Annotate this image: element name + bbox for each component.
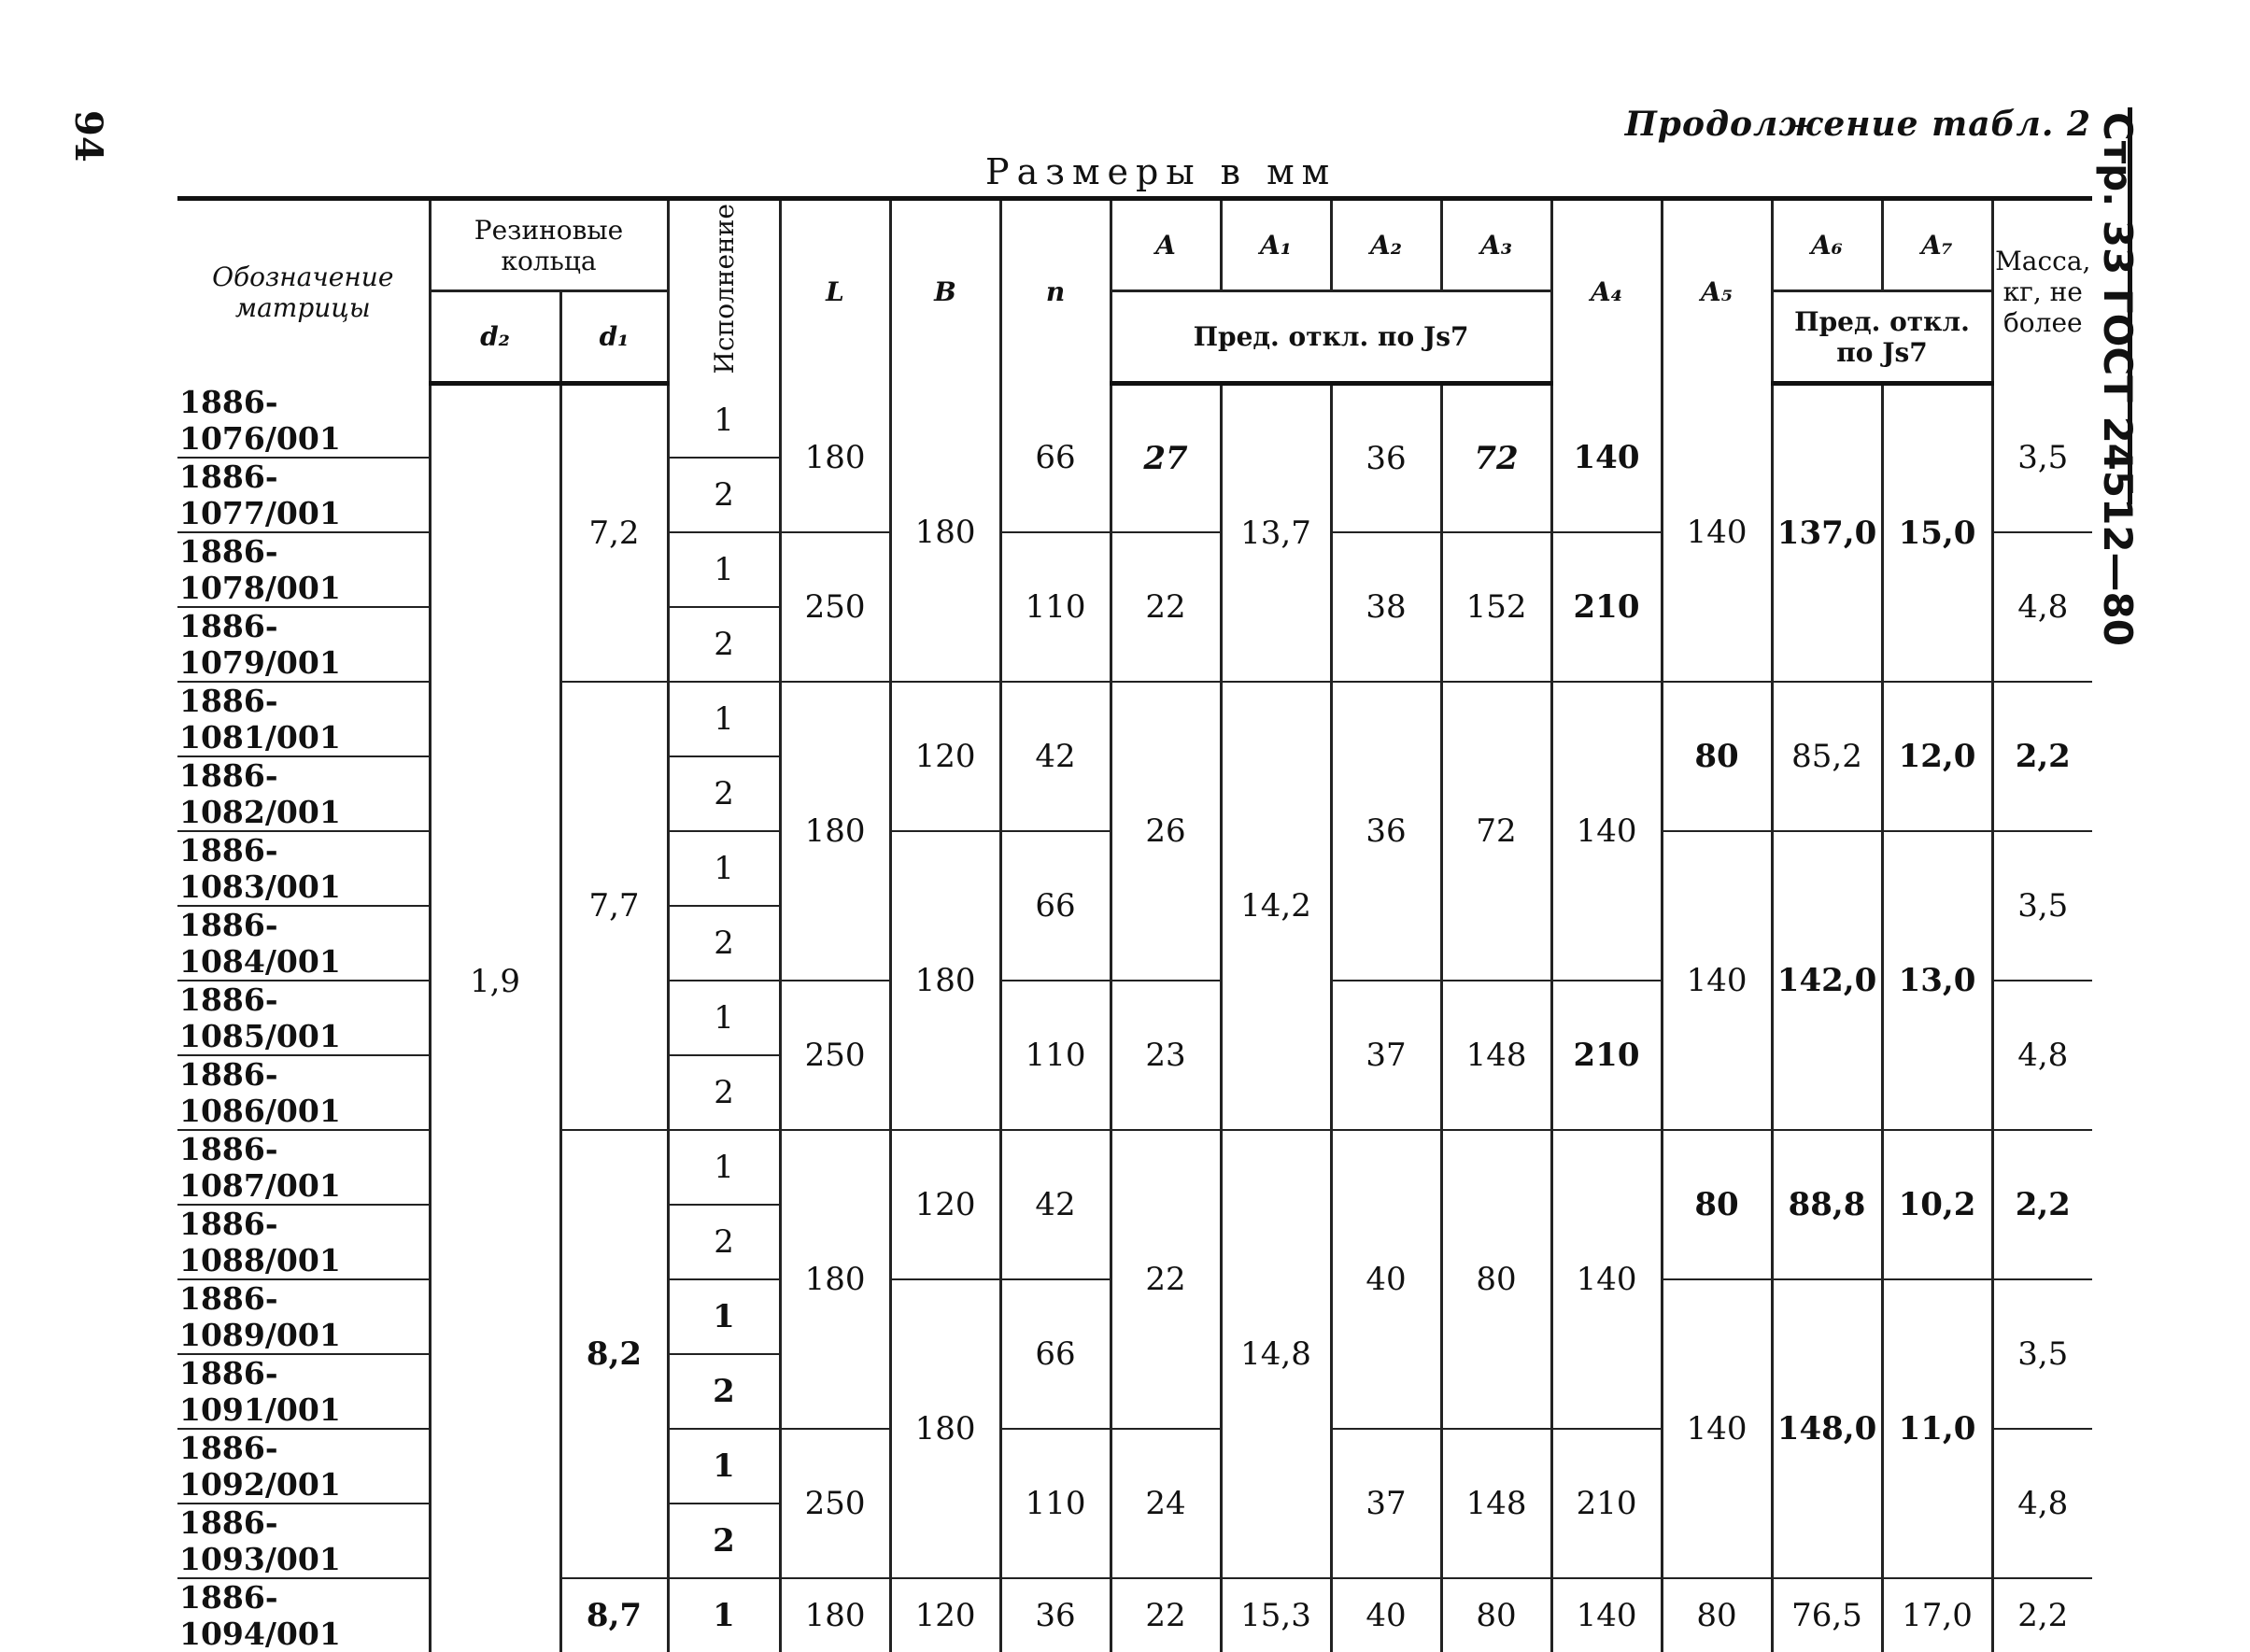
execution-cell: 2 [668,756,780,831]
A2-cell: 36 [1331,384,1441,532]
A3-cell: 148 [1441,1429,1551,1578]
dimensions-caption: Размеры в мм [985,151,1337,192]
A6-cell: 137,0 [1772,384,1882,682]
A4-cell: 210 [1551,1429,1662,1578]
A2-cell: 37 [1331,981,1441,1130]
mass-cell: 2,2 [1992,1130,2092,1279]
A5-cell: 80 [1662,682,1772,831]
execution-cell: 2 [668,1504,780,1578]
designation-cell: 1886-1087/001 [177,1130,430,1205]
A5-cell: 80 [1662,1130,1772,1279]
mass-cell: 3,5 [1992,384,2092,532]
header-execution [668,199,780,384]
L-cell: 180 [780,384,890,532]
A3-cell: 80 [1441,1578,1551,1652]
B-cell: 180 [890,384,1000,682]
A3-cell: 72 [1441,682,1551,981]
B-cell: 180 [890,831,1000,1130]
designation-cell: 1886-1086/001 [177,1055,430,1130]
header-d1: d₁ [560,291,668,384]
header-A1: A₁ [1221,199,1331,291]
A1-cell: 13,7 [1221,384,1331,682]
header-A6: A₆ [1772,199,1882,291]
A2-cell: 38 [1331,532,1441,682]
A4-cell: 140 [1551,1130,1662,1429]
execution-cell: 1 [668,831,780,906]
A1-cell: 14,8 [1221,1130,1331,1578]
mass-cell: 4,8 [1992,532,2092,682]
designation-cell: 1886-1089/001 [177,1279,430,1354]
A5-cell: 80 [1662,1578,1772,1652]
designation-cell: 1886-1093/001 [177,1504,430,1578]
designation-cell: 1886-1079/001 [177,607,430,682]
A7-cell: 11,0 [1882,1279,1992,1578]
A2-cell: 36 [1331,682,1441,981]
A7-cell: 15,0 [1882,384,1992,682]
A6-cell: 88,8 [1772,1130,1882,1279]
execution-cell: 2 [668,607,780,682]
A3-cell: 152 [1441,532,1551,682]
n-cell: 66 [1000,384,1111,532]
header-A: A [1111,199,1221,291]
designation-cell: 1886-1082/001 [177,756,430,831]
execution-cell: 2 [668,1354,780,1429]
designation-cell: 1886-1085/001 [177,981,430,1055]
A6-cell: 76,5 [1772,1578,1882,1652]
L-cell: 180 [780,1578,890,1652]
A-cell: 27 [1111,384,1221,532]
n-cell: 42 [1000,1130,1111,1279]
matrix-table [177,196,2092,1652]
A5-cell: 140 [1662,1279,1772,1578]
A-cell: 22 [1111,532,1221,682]
A-cell: 22 [1111,1130,1221,1429]
header-tolerance-1: Пред. откл. по Js7 [1111,291,1551,384]
execution-cell: 1 [668,532,780,607]
execution-cell: 1 [668,981,780,1055]
A-cell: 22 [1111,1578,1221,1652]
header-mass: Масса, кг, не более [1992,199,2092,384]
A-cell: 24 [1111,1429,1221,1578]
designation-cell: 1886-1083/001 [177,831,430,906]
A1-cell: 14,2 [1221,682,1331,1130]
header-A3: A₃ [1441,199,1551,291]
n-cell: 66 [1000,831,1111,981]
A4-cell: 140 [1551,682,1662,981]
L-cell: 250 [780,532,890,682]
A6-cell: 85,2 [1772,682,1882,831]
n-cell: 36 [1000,1578,1111,1652]
mass-cell: 4,8 [1992,1429,2092,1578]
A3-cell: 72 [1441,384,1551,532]
d1-cell: 7,2 [560,384,668,682]
header-n: n [1000,199,1111,384]
A7-cell: 17,0 [1882,1578,1992,1652]
d2-cell-empty [430,1578,560,1652]
header-B: B [890,199,1000,384]
A2-cell: 37 [1331,1429,1441,1578]
L-cell: 180 [780,682,890,981]
execution-cell: 1 [668,384,780,458]
mass-cell: 2,2 [1992,1578,2092,1652]
designation-cell: 1886-1078/001 [177,532,430,607]
A4-cell: 210 [1551,981,1662,1130]
A7-cell: 12,0 [1882,682,1992,831]
execution-cell: 2 [668,1055,780,1130]
A3-cell: 80 [1441,1130,1551,1429]
standard-reference: Стр. 33 ГОСТ 24512—80 [2095,112,2141,647]
header-L: L [780,199,890,384]
designation-cell: 1886-1088/001 [177,1205,430,1279]
B-cell: 180 [890,1279,1000,1578]
execution-cell: 1 [668,1429,780,1504]
n-cell: 42 [1000,682,1111,831]
A4-cell: 140 [1551,1578,1662,1652]
A-cell: 23 [1111,981,1221,1130]
execution-cell: 2 [668,1205,780,1279]
B-cell: 120 [890,1130,1000,1279]
header-A5: A₅ [1662,199,1772,384]
A5-cell: 140 [1662,831,1772,1130]
n-cell: 110 [1000,1429,1111,1578]
header-rubber-rings: Резиновые кольца [430,199,668,291]
A3-cell: 148 [1441,981,1551,1130]
d2-cell: 1,9 [430,384,560,1578]
designation-cell: 1886-1076/001 [177,384,430,458]
header-tolerance-2: Пред. откл. по Js7 [1772,291,1992,384]
mass-cell: 3,5 [1992,831,2092,981]
designation-cell: 1886-1084/001 [177,906,430,981]
n-cell: 110 [1000,981,1111,1130]
mass-cell: 4,8 [1992,981,2092,1130]
A2-cell: 40 [1331,1578,1441,1652]
B-cell: 120 [890,682,1000,831]
d1-cell: 7,7 [560,682,668,1130]
header-A2: A₂ [1331,199,1441,291]
designation-cell: 1886-1094/001 [177,1578,430,1652]
A7-cell: 13,0 [1882,831,1992,1130]
mass-cell: 2,2 [1992,682,2092,831]
header-execution-text: Исполнение [708,203,740,374]
header-d2: d₂ [430,291,560,384]
d1-cell: 8,2 [560,1130,668,1578]
execution-cell: 1 [668,1130,780,1205]
A6-cell: 142,0 [1772,831,1882,1130]
mass-cell: 3,5 [1992,1279,2092,1429]
A5-cell: 140 [1662,384,1772,682]
n-cell: 110 [1000,532,1111,682]
L-cell: 180 [780,1130,890,1429]
execution-cell: 1 [668,682,780,756]
A4-cell: 210 [1551,532,1662,682]
header-A7: A₇ [1882,199,1992,291]
continuation-label: Продолжение табл. 2 [1624,105,2091,144]
L-cell: 250 [780,981,890,1130]
A6-cell: 148,0 [1772,1279,1882,1578]
designation-cell: 1886-1081/001 [177,682,430,756]
execution-cell: 1 [668,1578,780,1652]
A-cell: 26 [1111,682,1221,981]
A7-cell: 10,2 [1882,1130,1992,1279]
page-number: 94 [66,110,110,162]
d1-cell: 8,7 [560,1578,668,1652]
header-designation: Обозначение матрицы [177,199,430,384]
B-cell: 120 [890,1578,1000,1652]
execution-cell: 2 [668,458,780,532]
designation-cell: 1886-1091/001 [177,1354,430,1429]
execution-cell: 1 [668,1279,780,1354]
L-cell: 250 [780,1429,890,1578]
A4-cell: 140 [1551,384,1662,532]
execution-cell: 2 [668,906,780,981]
A2-cell: 40 [1331,1130,1441,1429]
designation-cell: 1886-1092/001 [177,1429,430,1504]
n-cell: 66 [1000,1279,1111,1429]
header-A4: A₄ [1551,199,1662,384]
designation-cell: 1886-1077/001 [177,458,430,532]
A1-cell: 15,3 [1221,1578,1331,1652]
